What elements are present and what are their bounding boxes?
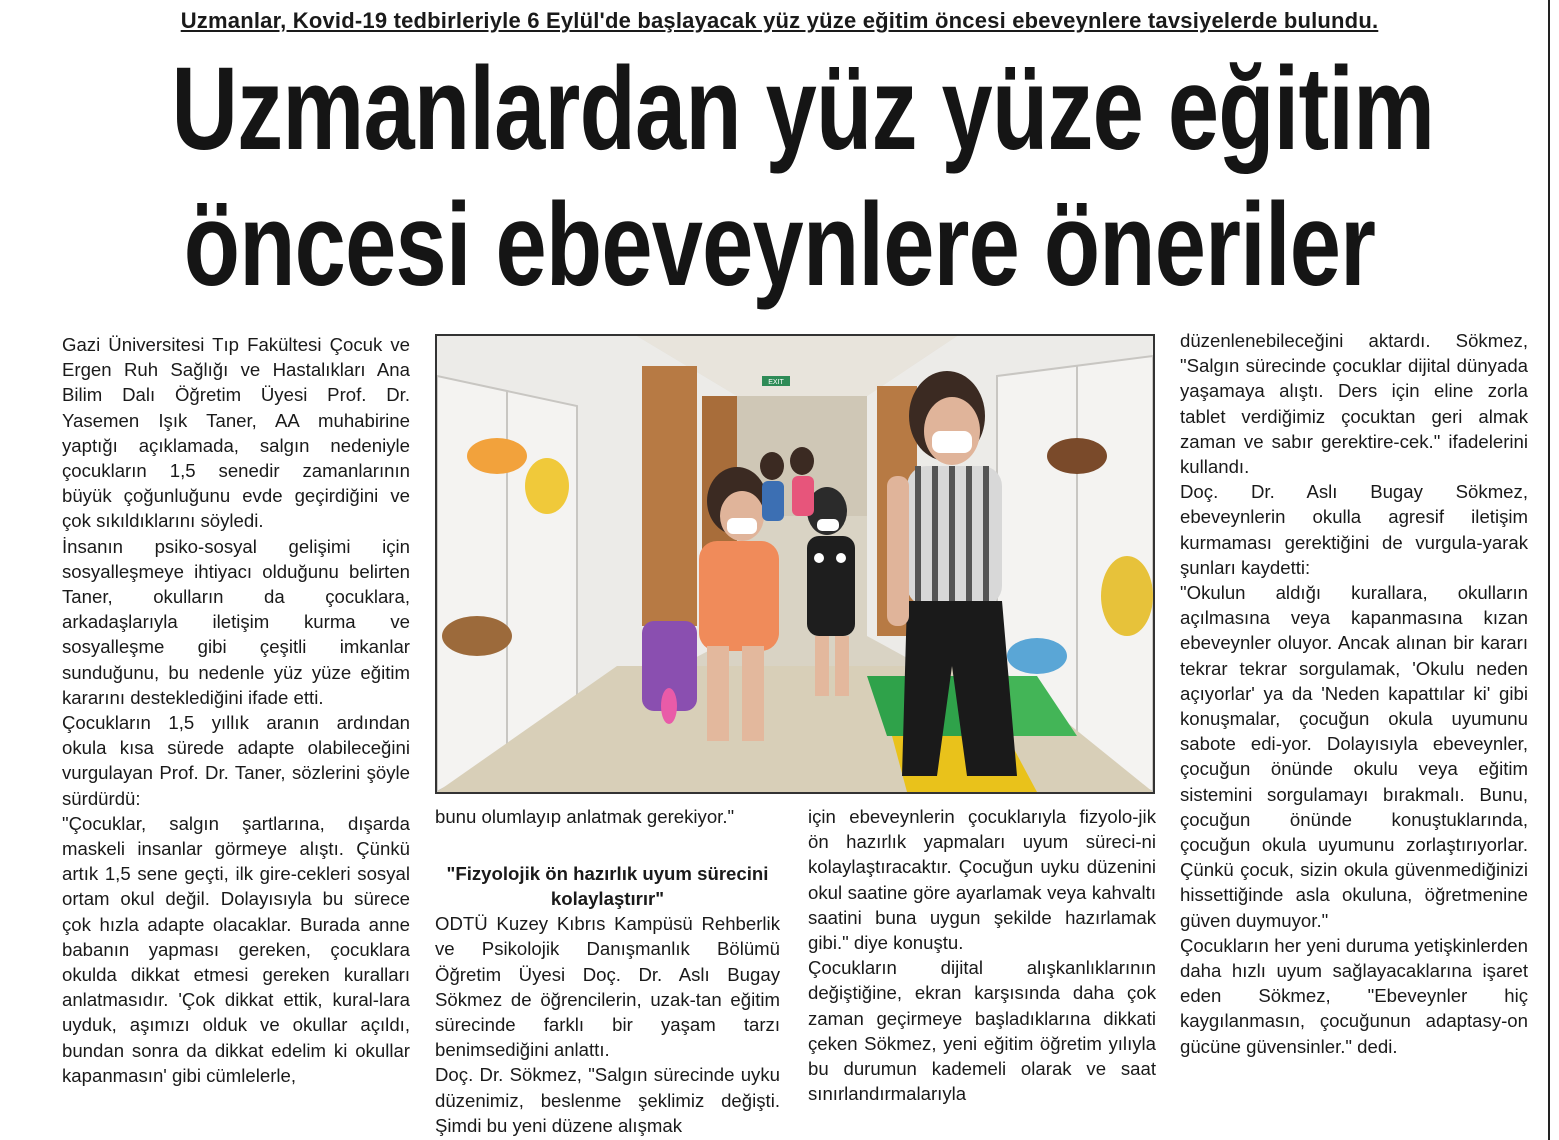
paragraph: "Okulun aldığı kurallara, okulların açılmasına veya kapanmasına kızan ebeveynler oluyor. Ancak alınan bir kararı tekrar tekrar sorgulamak, 'Okulu neden açıyorlar' ya da 'Neden kapattılar ki' gibi konuşmalar, çocuğun okula uyumunu sabote edi-yor. Dolayısıyla ebeveynler, çocuğun önünde okulu veya eğitim sistemini sorgulamayı bırakmalı. Bunu, çocuğun önünde konuştuklarında, çocuğun okula uyumunu zorlaştırıyorlar. Çünkü çocuk, sizin okula güvenmediğinizi hissettiğinde asla okuluna, öğretmenine güven duymuyor." [1180,582,1528,931]
paragraph: düzenlenebileceğini aktardı. Sökmez, "Salgın sürecinde çocuklar dijital dünyada yaşamaya alıştı. Ders için eline zorla tablet verdiğimiz çocuktan geri almak zaman ve sabır gerektire-cek." ifadelerini kullandı. [1180,330,1528,478]
paragraph: Doç. Dr. Sökmez, "Salgın sürecinde uyku düzenimiz, beslenme şeklimiz değişti. Şimdi bu yeni düzene alışmak [435,1064,780,1136]
paragraph: Doç. Dr. Aslı Bugay Sökmez, ebeveynlerin okulla agresif iletişim kurmaması gerektiğini de vurgula-yarak şunları kaydetti: [1180,481,1528,578]
body-column-2 [435,804,780,1138]
headline-line-2: öncesi ebeveynlere öneriler [183,179,1376,311]
paragraph: Çocukların dijital alışkanlıklarının değiştiğine, ekran karşısında daha çok zaman geçirmeye başladıklarına dikkati çeken Sökmez, yeni eğitim öğretim yılıyla bu durumun kademeli olarak ve saat sınırlandırmalarıyla [808,957,1156,1105]
paragraph: İnsanın psiko-sosyal gelişimi için sosyalleşmeye ihtiyacı olduğunu belirten Taner, okulların da çocuklara, arkadaşlarıyla iletişim kurma ve sosyalleşme gibi çeşitli imkanlar sunduğunu, bu nedenle yüz yüze eğitim kararını desteklediğini ifade etti. [62,535,410,708]
right-border-rule [1548,0,1550,1140]
article-photo [435,334,1155,794]
paragraph: Gazi Üniversitesi Tıp Fakültesi Çocuk ve Ergen Ruh Sağlığı ve Hastalıkları Ana Bilim Dalı Öğretim Üyesi Prof. Dr. Yasemen Işık Taner, AA muhabirine yaptığı açıklamada, salgın nedeniyle çocukların 1,5 senedir zamanlarının büyük çoğunluğunu evde geçirdiğini ve çok sıkıldıklarını söyledi. [62,334,410,532]
body-column-3 [808,804,1156,1106]
paragraph: ODTÜ Kuzey Kıbrıs Kampüsü Rehberlik ve Psikolojik Danışmanlık Bölümü Öğretim Üyesi Doç. Dr. Aslı Bugay Sökmez de öğrencilerin, uzak-tan eğitim sürecinde farklı bir yaşam tarzı benimsediğini anlattı. [435,913,780,1061]
paragraph: Çocukların her yeni duruma yetişkinlerden daha hızlı uyum sağlayacaklarına işaret eden Sökmez, "Ebeveynler hiç kaygılanmasın, çocuğunun adaptasy-on gücüne güvensinler." dedi. [1180,934,1528,1057]
body-column-4 [1180,328,1528,1059]
paragraph: bunu olumlayıp anlatmak gerekiyor." [435,806,735,827]
paragraph: Çocukların 1,5 yıllık aranın ardından okula kısa sürede adapte olabileceğini vurgulayan Prof. Dr. Taner, sözlerini şöyle sürdürdü: [62,712,410,809]
paragraph: için ebeveynlerin çocuklarıyla fizyolo-jik ön hazırlık yapmaları uyum süreci-ni kolaylaştıracaktır. Çocuğun uyku düzenini okul saatine göre ayarlamak veya kahvaltı saatini buna uygun şekilde hazırlamak gibi." diye konuştu. [808,806,1156,954]
subheading: "Fizyolojik ön hazırlık uyum sürecini kolaylaştırır" [446,863,769,910]
body-column-1 [62,332,410,1088]
paragraph: "Çocuklar, salgın şartlarına, dışarda maskeli insanlar görmeye alıştı. Çünkü artık 1,5 sene geçti, ilk gire-cekleri sosyal ortam okul değil. Dolayısıyla bu sürece çok hızla adapte olacaklar. Burada anne babanın yapması gereken, çocuklara okulda dikkat etmesi gereken kuralları anlatmasıdır. 'Çok dikkat ettik, kural-lara uyduk, aşımızı olduk ve okullar açıldı, bundan sonra da dikkat edelim ki okullar kapanmasın' gibi cümlelerle, [62,812,410,1086]
exit-sign-text: EXIT [768,379,784,386]
article-kicker: Uzmanlar, Kovid-19 tedbirleriyle 6 Eylül'de başlayacak yüz yüze eğitim öncesi ebeveynlere tavsiyelerde bulundu. [180,8,1379,33]
headline-line-1: Uzmanlardan yüz yüze eğitim [171,43,1435,175]
